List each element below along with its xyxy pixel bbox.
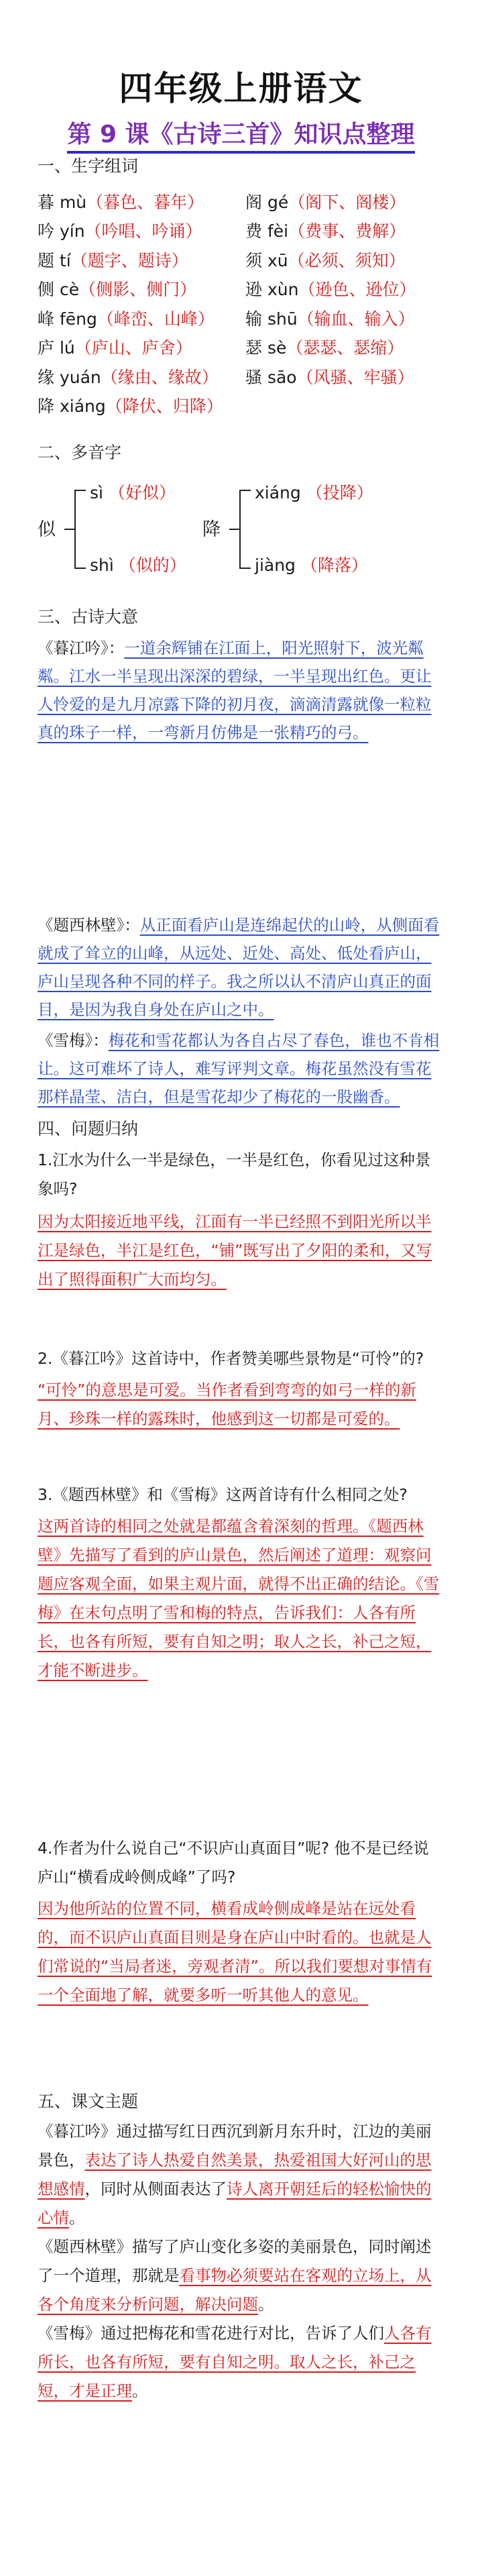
theme-xuemei [38, 2319, 444, 2406]
poem-title: 《暮江吟》： [38, 639, 125, 657]
theme-mujiang [38, 2117, 444, 2233]
answer-text: 因为他所站的位置不同，横看成岭侧成峰是站在远处看的，而不识庐山真面目则是身在庐山中时看的。也就是人们常说的“当局者迷，旁观者清”。所以我们要想对事情有一个全面地了解，就要多听一听其他人的意见。 [38, 1899, 432, 2004]
vocab-char: 峰 fēng [38, 309, 97, 329]
polyphone-char-left: 似 [38, 519, 56, 540]
vocab-row [38, 362, 453, 391]
vocab-row [38, 333, 453, 362]
vocab-char: 降 xiáng [38, 396, 106, 417]
theme-highlight: 诗人离开朝廷后的轻松愉快的心情 [38, 2180, 432, 2227]
section-heading-vocab: 一、生字组词 [38, 156, 139, 176]
section-heading-meanings: 三、古诗大意 [38, 607, 139, 627]
vocab-row [38, 186, 453, 216]
vocab-char: 骚 sāo [245, 367, 297, 387]
vocab-item [245, 276, 453, 301]
meaning-xuemei [38, 1026, 444, 1111]
vocab-words: （缘由、缘故） [101, 367, 219, 387]
polyphone-reading: shì （似的） [90, 555, 186, 575]
poem-title: 《雪梅》： [38, 1031, 109, 1050]
vocab-words: （阁下、阁楼） [288, 192, 406, 212]
polyphone-reading: jiàng （降落） [255, 555, 368, 575]
theme-highlight: 表达了诗人热爱自然美景，热爱祖国大好河山的思想感情 [38, 2151, 432, 2198]
vocab-row [38, 391, 453, 421]
vocab-words: （侧影、侧门） [79, 280, 197, 300]
vocab-row [38, 216, 453, 246]
vocab-words: （降伏、归降） [105, 396, 223, 417]
vocab-char: 题 tí [38, 250, 71, 270]
vocab-item [38, 306, 245, 330]
vocab-words: （峰峦、山峰） [97, 309, 215, 329]
meaning-xilin [38, 911, 444, 1024]
vocab-grid [38, 186, 453, 420]
vocab-words: （费事、费解） [288, 221, 406, 241]
polyphone-block [38, 480, 453, 580]
poem-title: 《题西林壁》： [38, 916, 140, 934]
answer-text: 因为太阳接近地平线，江面有一半已经照不到阳光所以半江是绿色，半江是红色，“铺”既写出了夕阳的柔和，又写出了照得面积广大而均匀。 [38, 1212, 432, 1289]
theme-highlight: 人各有所长，也各有所短，要有自知之明。取人之长，补己之短，才是正理 [38, 2324, 432, 2400]
vocab-words: （题字、题诗） [70, 250, 188, 270]
subtitle-text: 第 9 课《古诗三首》知识点整理 [67, 121, 414, 154]
vocab-words: （庐山、庐舍） [74, 338, 192, 358]
vocab-item [38, 335, 245, 359]
theme-text: 《暮江吟》通过描写红日西沉到新月东升时，江边的美丽景色， [38, 2122, 432, 2169]
vocab-words: （风骚、牢骚） [296, 367, 414, 387]
vocab-item [245, 335, 453, 359]
vocab-words: （吟唱、吟诵） [84, 221, 202, 241]
vocab-char: 侧 cè [38, 280, 80, 300]
vocab-words: （输血、输入） [297, 309, 415, 329]
vocab-words: （必须、须知） [288, 250, 406, 270]
vocab-item [245, 248, 453, 272]
vocab-char: 暮 mù [38, 192, 87, 212]
question-item [38, 1481, 444, 1685]
question-text: 2.《暮江吟》这首诗中，作者赞美哪些景物是“可怜”的? [38, 1349, 424, 1368]
vocab-item [245, 306, 453, 330]
vocab-item [245, 364, 453, 388]
question-text: 4.作者为什么说自己“不识庐山真面目”呢? 他不是已经说庐山“横看成岭侧成峰”了吗? [38, 1839, 429, 1886]
vocab-row [38, 245, 453, 274]
vocab-char: 瑟 sè [245, 338, 287, 358]
page-title: 四年级上册语文 [119, 69, 363, 108]
question-item [38, 1834, 444, 2010]
vocab-item [245, 189, 453, 213]
meaning-mujiang [38, 634, 444, 747]
theme-text: 《雪梅》通过把梅花和雪花进行对比，告诉了人们 [38, 2324, 384, 2343]
question-item [38, 1344, 444, 1434]
vocab-char: 逊 xùn [245, 280, 299, 300]
vocab-char: 须 xū [245, 250, 288, 270]
answer-text: “可怜”的意思是可爱。当作者看到弯弯的如弓一样的新月、珍珠一样的露珠时，他感到这一切都是可爱的。 [38, 1381, 416, 1428]
polyphone-reading: xiáng （投降） [255, 483, 373, 502]
poem-meaning: 一道余辉铺在江面上，阳光照射下，波光粼粼。江水一半呈现出深深的碧绿，一半呈现出红色。更让人怜爱的是九月凉露下降的初月夜，滴滴清露就像一粒粒真的珠子一样，一弯新月仿佛是一张精巧的弓。 [38, 639, 432, 742]
theme-xilin [38, 2233, 444, 2319]
vocab-item [38, 276, 245, 301]
theme-text: ，同时从侧面表达了 [84, 2180, 227, 2198]
bracket-left-icon [63, 488, 87, 572]
question-item [38, 1146, 444, 1294]
question-text: 3.《题西林壁》和《雪梅》这两首诗有什么相同之处? [38, 1485, 408, 1504]
poem-meaning: 梅花和雪花都认为各自占尽了春色，谁也不肯相让。这可难坏了诗人，难写评判文章。梅花虽然没有雪花那样晶莹、洁白，但是雪花却少了梅花的一股幽香。 [38, 1031, 440, 1106]
vocab-words: （瑟瑟、瑟缩） [286, 338, 404, 358]
poem-meaning: 从正面看庐山是连绵起伏的山岭，从侧面看就成了耸立的山峰，从远处、近处、高处、低处看庐山，庐山呈现各种不同的样子。我之所以认不清庐山真正的面目，是因为我自身处在庐山之中。 [38, 916, 440, 1019]
vocab-char: 费 fèi [245, 221, 289, 241]
section-heading-themes: 五、课文主题 [38, 2092, 139, 2111]
bracket-right-icon [228, 488, 252, 572]
vocab-item [38, 218, 245, 242]
vocab-row [38, 303, 453, 333]
theme-text: 《题西林壁》描写了庐山变化多姿的美丽景色，同时阐述了一个道理，那就是 [38, 2237, 432, 2285]
vocab-words: （暮色、暮年） [86, 192, 204, 212]
vocab-item [38, 393, 252, 417]
vocab-words: （逊色、逊位） [298, 280, 416, 300]
vocab-char: 输 shū [245, 309, 298, 329]
page-subtitle [0, 115, 482, 150]
vocab-item [38, 364, 245, 388]
vocab-char: 缘 yuán [38, 367, 101, 387]
theme-text: 。 [258, 2295, 274, 2314]
vocab-item [245, 218, 453, 242]
polyphone-char-right: 降 [202, 519, 221, 540]
vocab-item [38, 248, 245, 272]
vocab-char: 庐 lú [38, 338, 75, 358]
theme-text: 。 [132, 2381, 148, 2400]
theme-text: 。 [69, 2208, 85, 2227]
section-heading-polyphones: 二、多音字 [38, 443, 122, 462]
vocab-char: 阁 gé [245, 192, 289, 212]
answer-text: 这两首诗的相同之处就是都蕴含着深刻的哲理。《题西林壁》先描写了看到的庐山景色，然后阐述了道理：观察问题应客观全面，如果主观片面，就得不出正确的结论。《雪梅》在末句点明了雪和梅的特点，告诉我们：人各有所长，也各有所短，要有自知之明；取人之长，补己之短，才能不断进步。 [38, 1517, 440, 1680]
polyphone-reading: sì （好似） [90, 483, 176, 502]
section-heading-questions: 四、问题归纳 [38, 1119, 139, 1138]
vocab-row [38, 274, 453, 304]
vocab-item [38, 189, 245, 213]
theme-highlight: 看事物必须要站在客观的立场上，从各个角度来分析问题，解决问题 [38, 2266, 432, 2314]
question-text: 1.江水为什么一半是绿色，一半是红色，你看见过这种景象吗? [38, 1150, 431, 1198]
vocab-char: 吟 yín [38, 221, 85, 241]
